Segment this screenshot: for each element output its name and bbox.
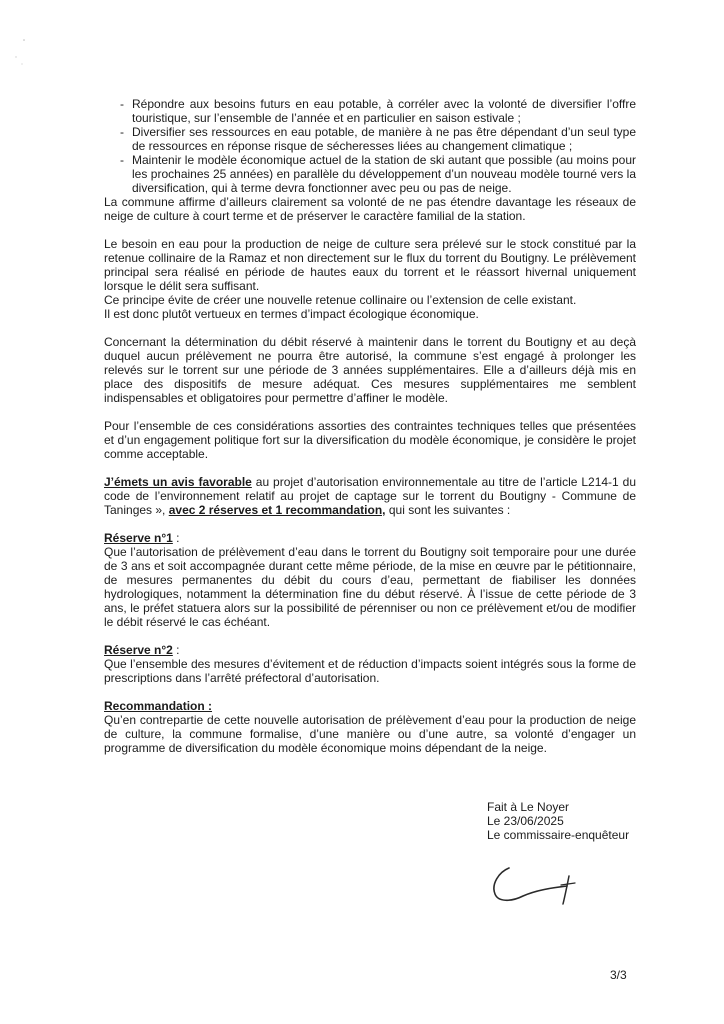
signature-role: Le commissaire-enquêteur <box>487 828 630 842</box>
reserve2-title: Réserve n°2 <box>104 643 173 657</box>
signature-date: Le 23/06/2025 <box>487 814 564 828</box>
paragraph-vertueux: Il est donc plutôt vertueux en termes d’impact écologique économique. <box>104 307 479 321</box>
avis-tail: qui sont les suivantes : <box>385 503 511 517</box>
reserve1-title: Réserve n°1 <box>104 531 173 545</box>
scan-specks <box>0 0 60 80</box>
signature-place: Fait à Le Noyer <box>487 800 570 814</box>
paragraph-principe: Ce principe évite de créer une nouvelle retenue collinaire ou l’extension de celle existant. <box>104 293 577 307</box>
signature-block <box>487 800 629 842</box>
paragraph-debit: Concernant la détermination du débit réservé à maintenir dans le torrent du Boutigny et au deçà duquel aucun prélèvement ne pourra être autorisé, la commune s’est engagé à prolonger les relevés sur le torrent sur une période de 3 années supplémentaires. Elle a d’ailleurs déjà mis en place des dispositifs de mesure adéquat. Ces mesures supplémentaires me semblent indispensables et obligatoires pour permettre d’affiner le modèle. <box>104 335 636 405</box>
avis-paragraph <box>104 475 636 517</box>
paragraph-commune: La commune affirme d’ailleurs clairement sa volonté de ne pas étendre davantage les réseaux de neige de culture à court terme et de préserver le caractère familial de la station. <box>104 195 636 223</box>
avis-lead: J’émets un avis favorable <box>104 475 252 489</box>
avis-middle: au projet d’autorisation environnementale au titre de l’article L214-1 du code de l’environnement relatif au projet de captage sur le torrent du Boutigny - Commune de Taninges », <box>104 475 636 517</box>
reserve1-text: Que l’autorisation de prélèvement d’eau dans le torrent du Boutigny soit temporaire pour une durée de 3 ans et soit accompagnée durant cette même période, de la mise en œuvre par le pétitionnaire, de mesures permanentes du débit du cours d’eau, permettant de fiabiliser les données hydrologiques, notamment la détermination fine du début réservé. À l’issue de cette période de 3 ans, le préfet statuera alors sur la possibilité de pérenniser ou non ce prélèvement et/ou de modifier le débit réservé le cas échéant. <box>104 545 636 629</box>
page-number: 3/3 <box>610 968 627 982</box>
document-body <box>104 97 636 755</box>
recommandation-title: Recommandation : <box>104 699 213 713</box>
list-item: - Répondre aux besoins futurs en eau potable, à corréler avec la volonté de diversifier l’offre touristique, sur l’ensemble de l’année et en particulier en saison estivale ; <box>120 97 636 125</box>
reserve2-heading <box>104 643 636 657</box>
reserve2-text: Que l’ensemble des mesures d’évitement et de réduction d’impacts soient intégrés sous la forme de prescriptions dans l’arrêté préfectoral d’autorisation. <box>104 657 636 685</box>
objectives-list <box>104 97 636 195</box>
paragraph-ensemble: Pour l’ensemble de ces considérations assorties des contraintes techniques telles que présentées et d’un engagement politique fort sur la diversification du modèle économique, je considère le projet comme acceptable. <box>104 419 636 461</box>
recommandation-text: Qu’en contrepartie de cette nouvelle autorisation de prélèvement d’eau pour la production de neige de culture, la commune formalise, d’une manière ou d’une autre, sa volonté d’engager un programme de diversification du modèle économique moins dépendant de la neige. <box>104 713 636 755</box>
reserve1-heading <box>104 531 636 545</box>
list-item: - Diversifier ses ressources en eau potable, de manière à ne pas être dépendant d’un seul type de ressources en réponse risque de sécheresses liées au changement climatique ; <box>120 125 636 153</box>
handwritten-signature <box>485 858 585 908</box>
recommandation-heading <box>104 699 636 713</box>
reserve1-title-suffix: : <box>172 531 180 545</box>
list-item: - Maintenir le modèle économique actuel de la station de ski autant que possible (au moins pour les prochaines 25 années) en parallèle du développement d’un nouveau modèle tourné vers la diversification, qui à terme devra fonctionner avec peu ou pas de neige. <box>120 153 636 195</box>
paragraph-besoin: Le besoin en eau pour la production de neige de culture sera prélevé sur le stock constitué par la retenue collinaire de la Ramaz et non directement sur le flux du torrent du Boutigny. Le prélèvement principal sera réalisé en période de hautes eaux du torrent et le réassort hivernal uniquement lorsque le délit sera suffisant. <box>104 237 636 293</box>
avis-emphasis: avec 2 réserves et 1 recommandation, <box>168 503 386 517</box>
reserve2-title-suffix: : <box>172 643 180 657</box>
